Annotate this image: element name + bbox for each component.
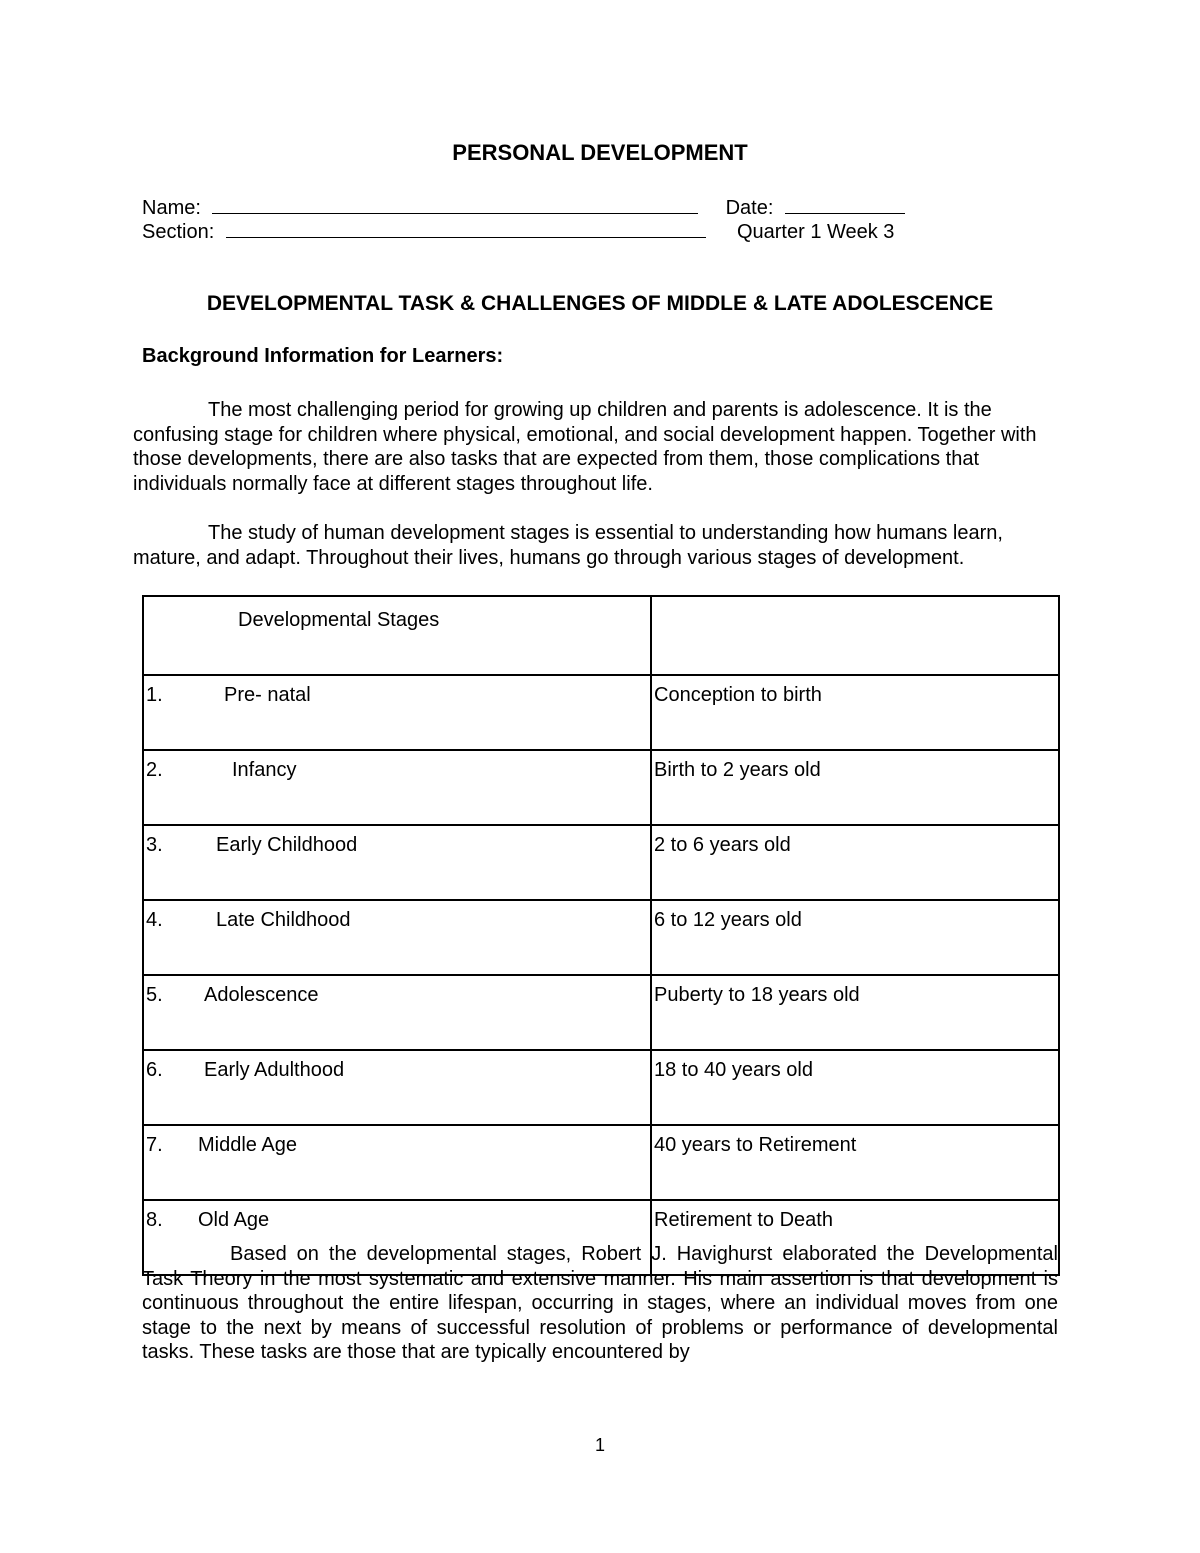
- table-row: [143, 675, 1059, 750]
- stage-name: Late Childhood: [216, 909, 351, 931]
- stage-cell: [143, 975, 651, 1050]
- stage-name: Early Childhood: [216, 834, 358, 856]
- stage-number: 8.: [146, 1209, 163, 1231]
- table-row: [143, 975, 1059, 1050]
- stage-number: 1.: [146, 684, 163, 706]
- stage-number: 4.: [146, 909, 163, 931]
- stage-cell: [143, 1125, 651, 1200]
- name-blank[interactable]: [212, 195, 698, 214]
- stage-name: Adolescence: [204, 984, 319, 1006]
- stage-number: 3.: [146, 834, 163, 856]
- document-title: PERSONAL DEVELOPMENT: [452, 140, 748, 165]
- paragraph-1-text: The most challenging period for growing up children and parents is adolescence. It is the confusing stage for children where physical, emotional, and social development happen. Together with those developments, there are also tasks that are expected from them, those complications that individuals normally face at different stages throughout life.: [133, 399, 1037, 495]
- age-cell: 40 years to Retirement: [651, 1125, 1059, 1200]
- date-label: Date:: [725, 197, 774, 219]
- table-row: [143, 1125, 1059, 1200]
- section-quarter-row: [142, 219, 894, 244]
- stage-name: Old Age: [198, 1209, 270, 1231]
- paragraph-1: [133, 398, 1058, 496]
- stage-cell: [143, 900, 651, 975]
- paragraph-2-text: The study of human development stages is essential to understanding how humans learn, mature, and adapt. Throughout their lives, humans go through various stages of development.: [133, 522, 1003, 569]
- quarter-label: Quarter 1 Week 3: [736, 221, 895, 243]
- section-blank[interactable]: [226, 219, 706, 238]
- name-label: Name:: [142, 197, 201, 219]
- background-subheading: Background Information for Learners:: [142, 345, 504, 367]
- table-row: [143, 750, 1059, 825]
- age-cell: 2 to 6 years old: [651, 825, 1059, 900]
- stage-cell: [143, 750, 651, 825]
- stage-cell: [143, 675, 651, 750]
- table-header-empty-cell: [651, 596, 1059, 675]
- age-cell: Conception to birth: [651, 675, 1059, 750]
- stage-number: 7.: [146, 1134, 163, 1156]
- section-heading: DEVELOPMENTAL TASK & CHALLENGES OF MIDDLE & LATE ADOLESCENCE: [206, 292, 994, 315]
- stage-name: Early Adulthood: [204, 1059, 345, 1081]
- section-label: Section:: [142, 221, 215, 243]
- table-header-cell: Developmental Stages: [143, 596, 651, 675]
- stage-number: 5.: [146, 984, 163, 1006]
- table-header-row: [143, 596, 1059, 675]
- stage-name: Middle Age: [198, 1134, 297, 1156]
- age-cell: Birth to 2 years old: [651, 750, 1059, 825]
- stage-number: 6.: [146, 1059, 163, 1081]
- date-blank[interactable]: [785, 195, 905, 214]
- table-row: [143, 1050, 1059, 1125]
- paragraph-2: [133, 521, 1058, 570]
- stage-name: Infancy: [232, 759, 297, 781]
- age-cell: 18 to 40 years old: [651, 1050, 1059, 1125]
- developmental-stages-table: [142, 595, 1060, 1276]
- stage-number: 2.: [146, 759, 163, 781]
- table-row: [143, 825, 1059, 900]
- paragraph-3-text: Based on the developmental stages, Robert J. Havighurst elaborated the Developmental Task Theory in the most systematic and extensive manner. His main assertion is that development is continuous throughout the entire lifespan, occurring in stages, where an individual moves from one stage to the next by means of successful resolution of problems or performance of developmental tasks. These tasks are those that are typically encountered by: [142, 1243, 1058, 1363]
- age-cell: Puberty to 18 years old: [651, 975, 1059, 1050]
- stage-cell: [143, 1050, 651, 1125]
- stage-name: Pre- natal: [224, 684, 311, 706]
- age-cell: 6 to 12 years old: [651, 900, 1059, 975]
- paragraph-3: [142, 1242, 1058, 1365]
- stage-cell: [143, 825, 651, 900]
- name-date-row: [142, 195, 905, 220]
- page-number: 1: [594, 1435, 605, 1455]
- age-cell: Retirement to Death: [651, 1200, 1059, 1275]
- table-row: [143, 900, 1059, 975]
